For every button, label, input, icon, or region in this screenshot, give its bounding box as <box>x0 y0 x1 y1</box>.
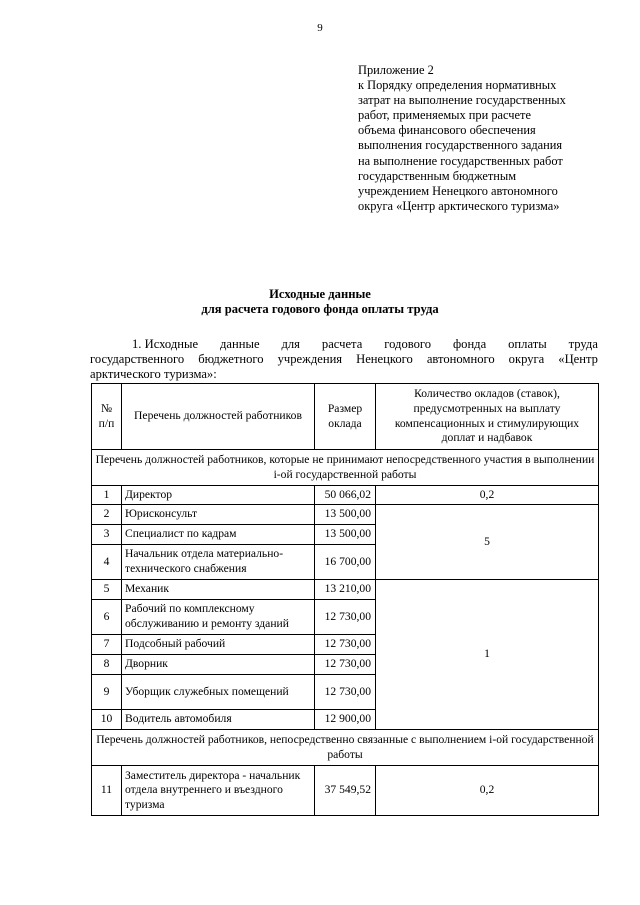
row-num: 8 <box>92 655 122 675</box>
row-position: Подсобный рабочий <box>122 635 315 655</box>
section-title-1: Перечень должностей работников, которые не принимают непосредственного участия в выполнении i-ой государственной работы <box>92 450 599 486</box>
staff-table <box>91 383 599 816</box>
row-salary: 12 730,00 <box>315 600 376 635</box>
intro-word: годового <box>384 337 432 351</box>
row-salary: 13 210,00 <box>315 580 376 600</box>
intro-word: государственного <box>90 352 185 366</box>
table-header-row <box>92 384 599 450</box>
row-position: Директор <box>122 486 315 505</box>
intro-word: оплаты <box>508 337 547 351</box>
appendix-line: на выполнение государственных работ <box>358 153 563 168</box>
row-salary: 37 549,52 <box>315 766 376 816</box>
row-salary: 12 900,00 <box>315 710 376 730</box>
row-salary: 12 730,00 <box>315 675 376 710</box>
appendix-line: затрат на выполнение государственных <box>358 93 566 108</box>
intro-word: фонда <box>452 337 487 351</box>
row-position: Начальник отдела материально-технического снабжения <box>122 545 315 580</box>
table-row <box>92 580 599 600</box>
intro-word: расчета <box>321 337 363 351</box>
intro-word: учреждения <box>277 352 343 366</box>
row-salary: 12 730,00 <box>315 635 376 655</box>
intro-word: данные <box>220 337 260 351</box>
appendix-line: к Порядку определения нормативных <box>358 78 557 93</box>
row-position: Заместитель директора - начальник отдела внутреннего и въездного туризма <box>122 766 315 816</box>
appendix-line: выполнения государственного задания <box>358 138 563 153</box>
row-num: 1 <box>92 486 122 505</box>
intro-word: Ненецкого <box>356 352 413 366</box>
page-number: 9 <box>317 22 323 34</box>
row-num: 2 <box>92 505 122 525</box>
row-num: 11 <box>92 766 122 816</box>
row-num: 5 <box>92 580 122 600</box>
row-num: 9 <box>92 675 122 710</box>
document-heading <box>0 287 640 317</box>
row-salary: 12 730,00 <box>315 655 376 675</box>
row-position: Уборщик служебных помещений <box>122 675 315 710</box>
header-num: № п/п <box>92 384 122 450</box>
section-row <box>92 450 599 486</box>
intro-paragraph <box>90 337 598 382</box>
intro-line-2 <box>90 352 598 367</box>
row-count: 0,2 <box>376 766 599 816</box>
section-row <box>92 730 599 766</box>
row-num: 10 <box>92 710 122 730</box>
group-count-5-10: 1 <box>376 580 599 730</box>
intro-word: «Центр <box>558 352 598 366</box>
intro-word: 1. Исходные <box>132 337 199 351</box>
intro-line-1 <box>90 337 598 352</box>
row-count: 0,2 <box>376 486 599 505</box>
appendix-line: округа «Центр арктического туризма» <box>358 198 560 213</box>
row-salary: 50 066,02 <box>315 486 376 505</box>
table-row <box>92 486 599 505</box>
appendix-line: Приложение 2 <box>358 63 434 77</box>
row-num: 7 <box>92 635 122 655</box>
appendix-line: учреждением Ненецкого автономного <box>358 183 558 198</box>
row-salary: 16 700,00 <box>315 545 376 580</box>
row-position: Рабочий по комплексному обслуживанию и ремонту зданий <box>122 600 315 635</box>
appendix-line: государственным бюджетным <box>358 168 517 183</box>
header-count: Количество окладов (ставок), предусмотренных на выплату компенсационных и стимулирующих доплат и надбавок <box>376 384 599 450</box>
intro-word: для <box>281 337 300 351</box>
intro-word: бюджетного <box>198 352 264 366</box>
heading-line-1: Исходные данные <box>269 287 371 301</box>
row-position: Дворник <box>122 655 315 675</box>
intro-line-3: арктического туризма»: <box>90 367 217 381</box>
row-position: Механик <box>122 580 315 600</box>
row-salary: 13 500,00 <box>315 505 376 525</box>
intro-word: округа <box>508 352 545 366</box>
row-num: 6 <box>92 600 122 635</box>
row-position: Водитель автомобиля <box>122 710 315 730</box>
section-title-2: Перечень должностей работников, непосредственно связанные с выполнением i-ой государственной работы <box>92 730 599 766</box>
group-count-2-4: 5 <box>376 505 599 580</box>
appendix-note <box>358 63 628 214</box>
header-name: Перечень должностей работников <box>122 384 315 450</box>
table-row <box>92 505 599 525</box>
row-salary: 13 500,00 <box>315 525 376 545</box>
header-salary: Размер оклада <box>315 384 376 450</box>
intro-word: труда <box>568 337 598 351</box>
appendix-line: объема финансового обеспечения <box>358 123 536 138</box>
heading-line-2: для расчета годового фонда оплаты труда <box>201 302 439 316</box>
appendix-line: работ, применяемых при расчете <box>358 108 531 123</box>
row-num: 3 <box>92 525 122 545</box>
intro-word: автономного <box>426 352 495 366</box>
row-num: 4 <box>92 545 122 580</box>
row-position: Юрисконсульт <box>122 505 315 525</box>
row-position: Специалист по кадрам <box>122 525 315 545</box>
table-row <box>92 766 599 816</box>
